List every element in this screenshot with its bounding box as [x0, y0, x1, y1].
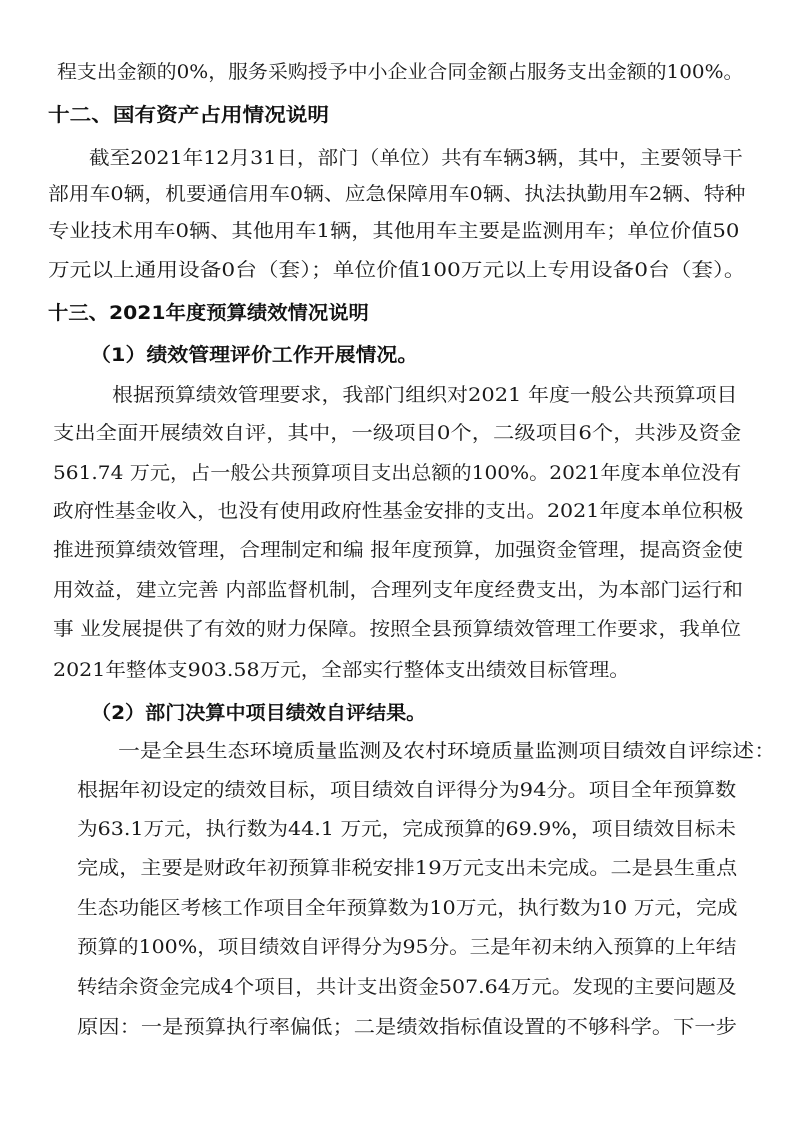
text-line-eval-4: 完成，主要是财政年初预算非税安排19万元支出未完成。二是县生重点 — [77, 857, 738, 879]
text-line-perf-6: 用效益，建立完善 内部监督机制，合理列支年度经费支出，为本部门运行和 — [53, 579, 744, 601]
text-line-eval-1: 一是全县生态环境质量监测及农村环境质量监测项目绩效自评综述： — [118, 740, 777, 762]
section-heading-state-assets: 十二、国有资产占用情况说明 — [48, 104, 330, 126]
subheading-performance-management: （1）绩效管理评价工作开展情况。 — [90, 344, 419, 366]
text-line-perf-3: 561.74 万元，占一般公共预算项目支出总额的100%。2021年度本单位没有 — [53, 462, 742, 484]
text-line-perf-2: 支出全面开展绩效自评，其中，一级项目0个，二级项目6个，共涉及资金 — [53, 422, 742, 444]
text-line-assets-2: 部用车0辆，机要通信用车0辆、应急保障用车0辆、执法执勤用车2辆、特种 — [48, 183, 746, 205]
text-line-assets-3: 专业技术用车0辆、其他用车1辆，其他用车主要是监测用车；单位价值50 — [48, 220, 740, 242]
text-line-eval-6: 预算的100%，项目绩效自评得分为95分。三是年初未纳入预算的上年结 — [77, 936, 737, 958]
text-line-continuation: 程支出金额的0%，服务采购授予中小企业合同金额占服务支出金额的100%。 — [57, 61, 744, 83]
text-line-assets-1: 截至2021年12月31日，部门（单位）共有车辆3辆，其中，主要领导干 — [89, 147, 743, 169]
text-line-perf-1: 根据预算绩效管理要求，我部门组织对2021 年度一般公共预算项目 — [112, 384, 738, 406]
text-line-perf-5: 推进预算绩效管理，合理制定和编 报年度预算，加强资金管理，提高资金使 — [53, 539, 744, 561]
section-heading-performance-2021: 十三、2021年度预算绩效情况说明 — [48, 302, 369, 324]
text-line-eval-8: 原因：一是预算执行率偏低；二是绩效指标值设置的不够科学。下一步 — [77, 1016, 737, 1038]
text-line-perf-7: 事 业发展提供了有效的财力保障。按照全县预算绩效管理工作要求，我单位 — [53, 618, 742, 640]
text-line-eval-7: 转结余资金完成4个项目，共计支出资金507.64万元。发现的主要问题及 — [77, 976, 737, 998]
text-line-eval-5: 生态功能区考核工作项目全年预算数为10万元，执行数为10 万元，完成 — [77, 897, 738, 919]
text-line-assets-4: 万元以上通用设备0台（套）；单位价值100万元以上专用设备0台（套）。 — [48, 259, 746, 281]
text-line-eval-3: 为63.1万元，执行数为44.1 万元，完成预算的69.9%，项目绩效目标未 — [77, 818, 737, 840]
text-line-perf-4: 政府性基金收入，也没有使用政府性基金安排的支出。2021年度本单位积极 — [53, 500, 744, 522]
text-line-perf-8: 2021年整体支903.58万元，全部实行整体支出绩效目标管理。 — [53, 659, 630, 681]
subheading-project-self-evaluation: （2）部门决算中项目绩效自评结果。 — [91, 702, 427, 724]
text-line-eval-2: 根据年初设定的绩效目标，项目绩效自评得分为94分。项目全年预算数 — [77, 779, 737, 801]
